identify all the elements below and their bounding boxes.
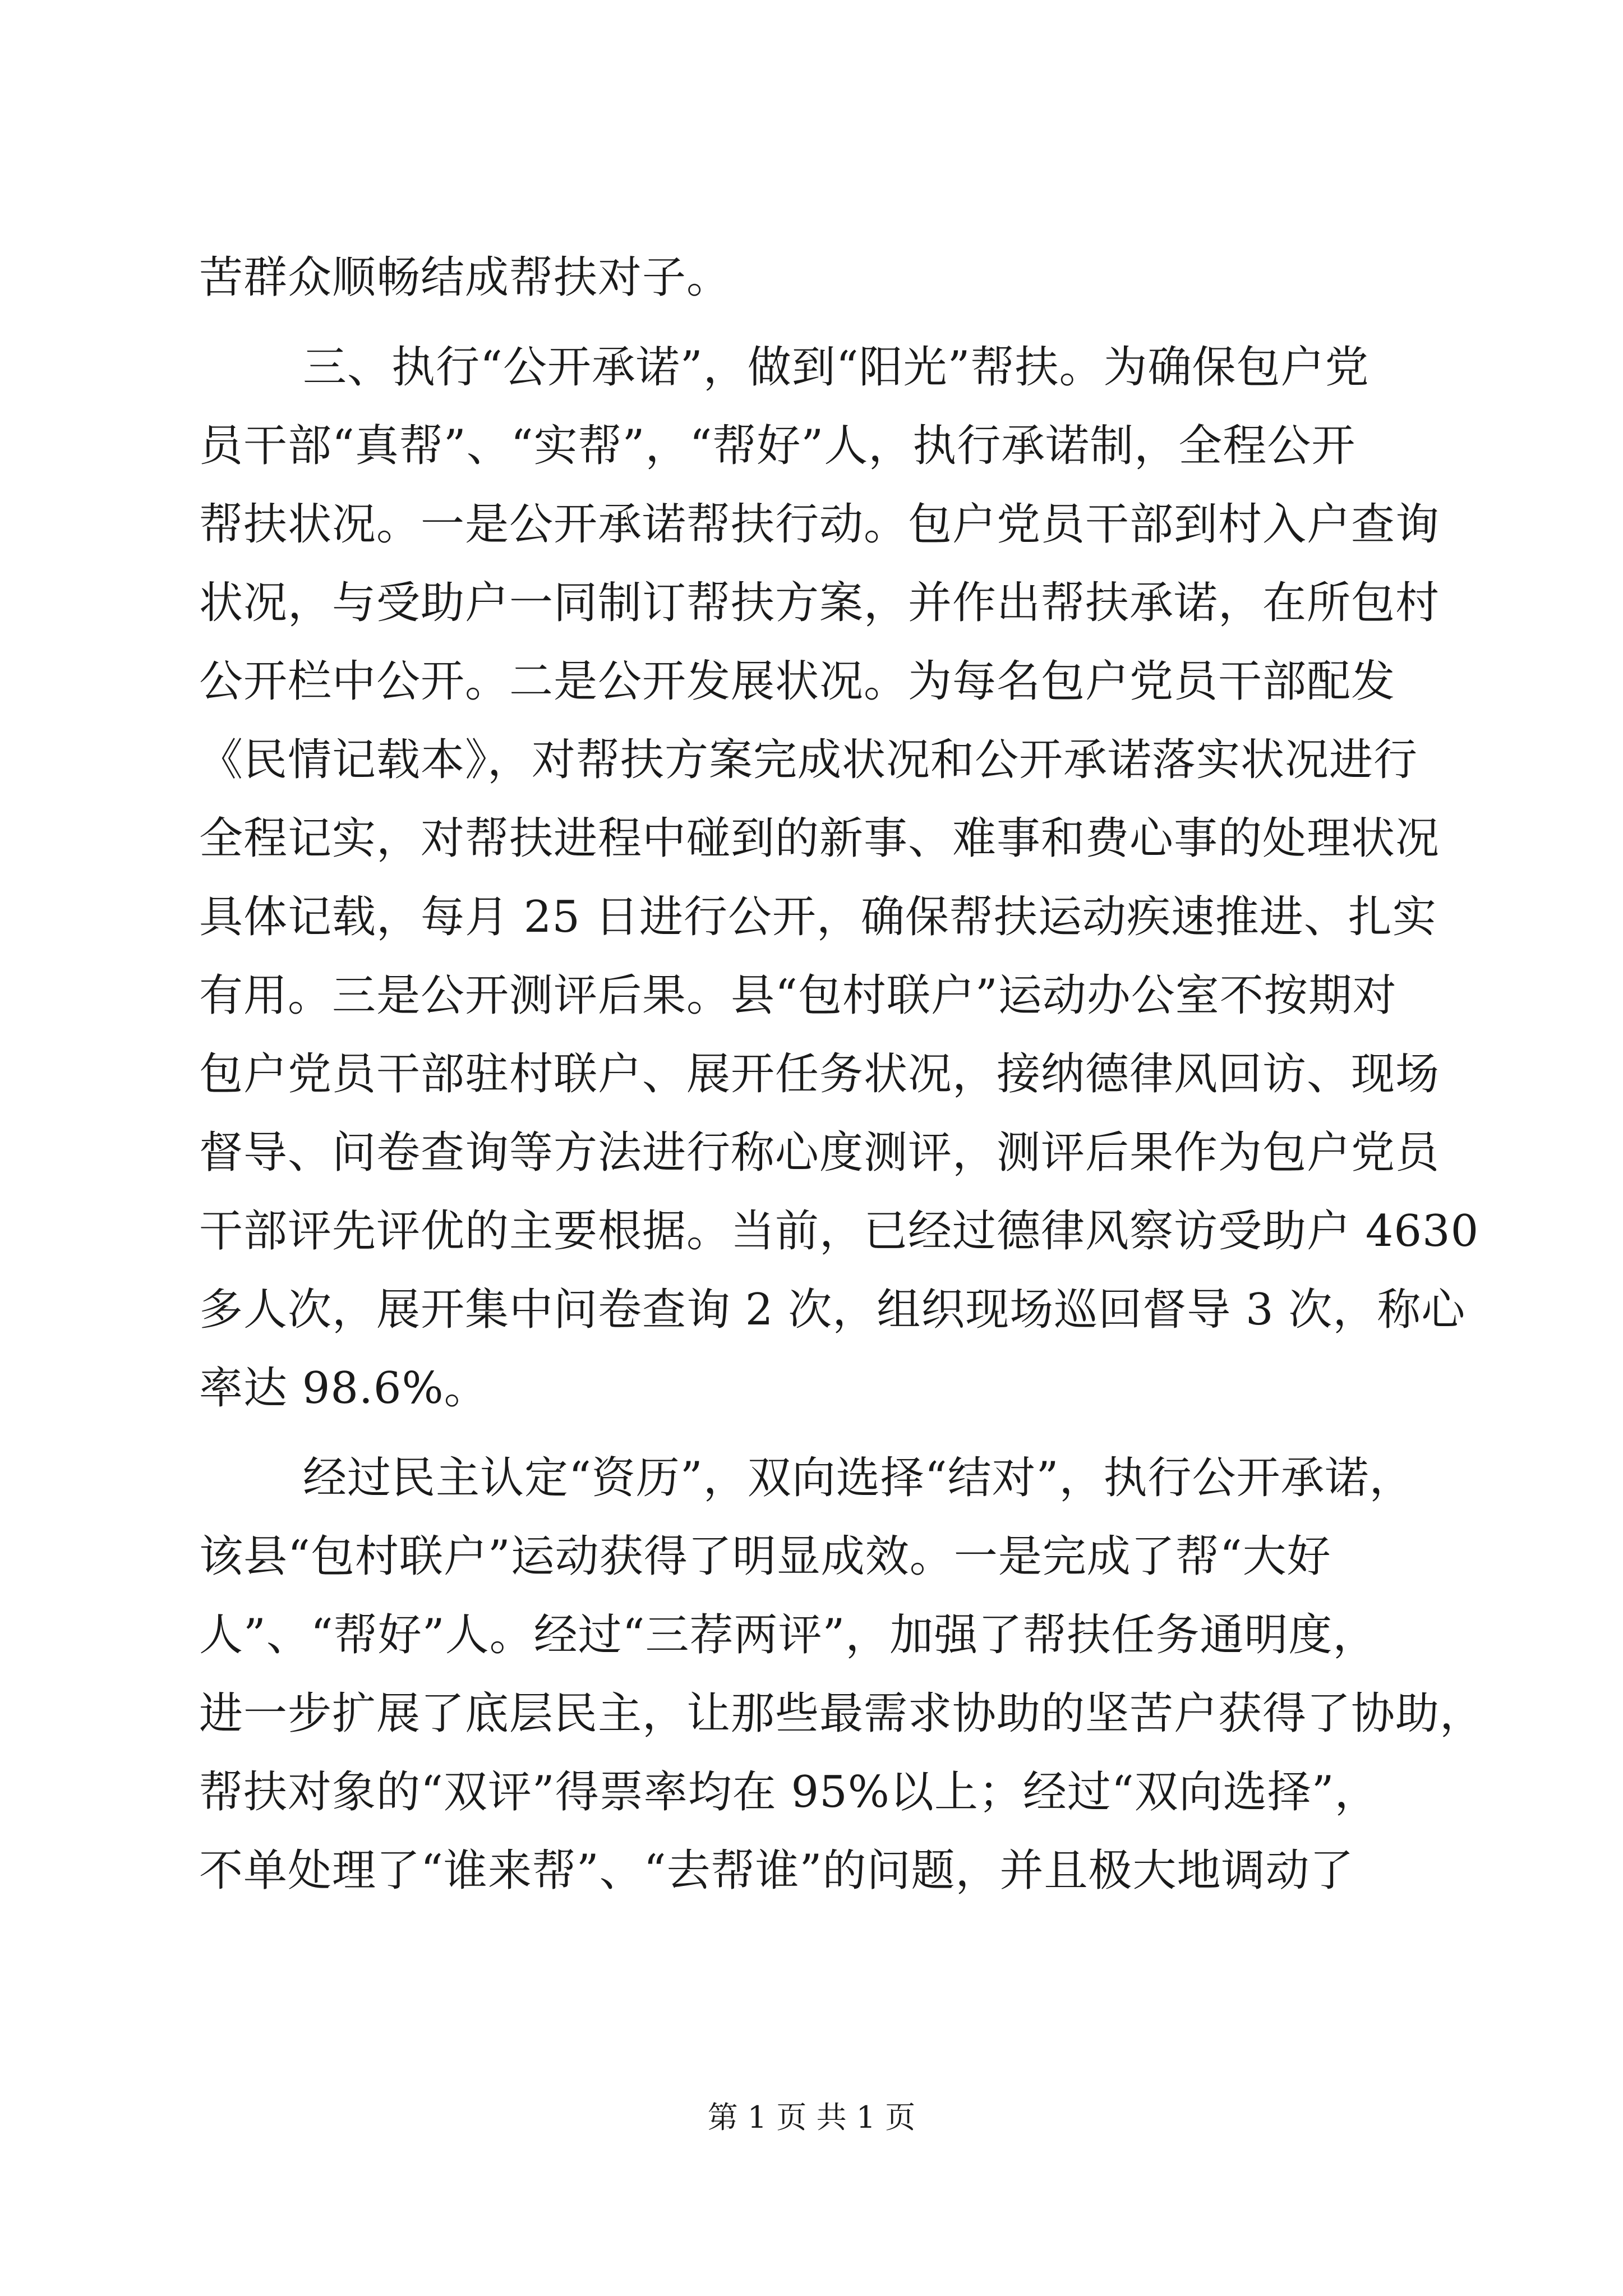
text-line-1: 苦群众顺畅结成帮扶对子。: [199, 252, 731, 303]
text-line-6: 公开栏中公开。二是公开发展状况。为每名包户党员干部配发: [199, 656, 1396, 707]
text-line-14: 多人次，展开集中问卷查询 2 次，组织现场巡回督导 3 次，称心: [199, 1285, 1466, 1335]
text-line-21: 不单处理了“谁来帮”、“去帮谁”的问题，并且极大地调动了: [199, 1846, 1354, 1896]
text-line-15: 率达 98.6%。: [199, 1363, 488, 1414]
text-line-18: 人”、“帮好”人。经过“三荐两评”，加强了帮扶任务通明度，: [199, 1610, 1377, 1660]
text-line-7: 《民情记载本》，对帮扶方案完成状况和公开承诺落实状况进行: [199, 735, 1418, 785]
text-line-8: 全程记实，对帮扶进程中碰到的新事、难事和费心事的处理状况: [199, 813, 1440, 864]
text-line-4: 帮扶状况。一是公开承诺帮扶行动。包户党员干部到村入户查询: [199, 499, 1440, 550]
text-line-16: 经过民主认定“资历”，双向选择“结对”，执行公开承诺，: [303, 1453, 1414, 1503]
text-line-5: 状况，与受助户一同制订帮扶方案，并作出帮扶承诺，在所包村: [199, 578, 1440, 628]
text-line-11: 包户党员干部驻村联户、展开任务状况，接纳德律风回访、现场: [199, 1049, 1440, 1099]
text-line-20: 帮扶对象的“双评”得票率均在 95%以上；经过“双向选择”，: [199, 1767, 1379, 1818]
text-line-3: 员干部“真帮”、“实帮”，“帮好”人，执行承诺制，全程公开: [199, 421, 1356, 471]
text-line-19: 进一步扩展了底层民主，让那些最需求协助的坚苦户获得了协助，: [199, 1688, 1484, 1739]
text-line-12: 督导、问卷查询等方法进行称心度测评，测评后果作为包户党员: [199, 1128, 1440, 1178]
text-line-2: 三、执行“公开承诺”，做到“阳光”帮扶。为确保包户党: [303, 342, 1370, 393]
text-line-17: 该县“包村联户”运动获得了明显成效。一是完成了帮“大好: [199, 1531, 1331, 1582]
text-line-10: 有用。三是公开测评后果。县“包村联户”运动办公室不按期对: [199, 970, 1397, 1021]
text-line-9: 具体记载，每月 25 日进行公开，确保帮扶运动疾速推进、扎实: [199, 892, 1437, 942]
page-number-footer: 第 1 页 共 1 页: [707, 2100, 916, 2135]
text-line-13: 干部评先评优的主要根据。当前，已经过德律风察访受助户 4630: [199, 1206, 1479, 1257]
